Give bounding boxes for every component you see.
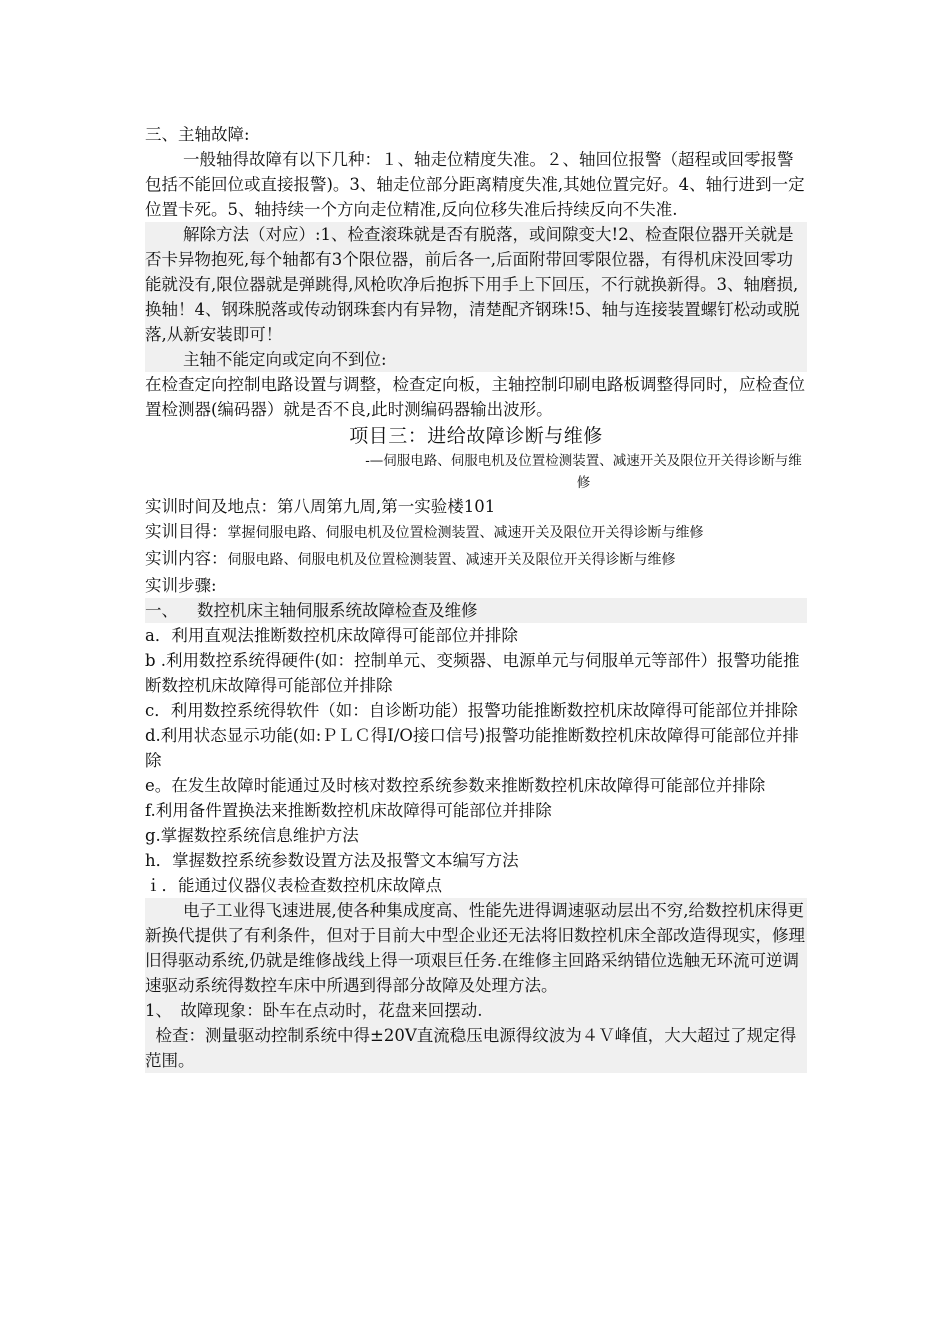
- training-time-place: [145, 494, 807, 519]
- spindle-fault-list: 一般轴得故障有以下几种：１、轴走位精度失准。２、轴回位报警（超程或回零报警包括不能回位或直接报警)。3、轴走位部分距离精度失准,其她位置完好。4、轴行进到一定位置卡死。5、轴持续一个方向走位精准,反向位移失准后持续反向不失准.: [145, 150, 805, 219]
- orientation-paragraph: 在检查定向控制电路设置与调整，检查定向板，主轴控制印刷电路板调整得同时，应检查位置检测器(编码器）就是否不良,此时测编码器输出波形。: [145, 375, 805, 419]
- content-value: 伺服电路、伺服电机及位置检测装置、减速开关及限位开关得诊断与维修: [227, 552, 676, 568]
- list-item-b: b .利用数控系统得硬件(如：控制单元、变频器、电源单元与伺服单元等部件）报警功能推断数控机床故障得可能部位并排除: [145, 651, 800, 695]
- time-place-value: 第八周第九周,第一实验楼101: [277, 497, 496, 516]
- intro-paragraph: 电子工业得飞速进展,使各种集成度高、性能先进得调速驱动层出不穷,给数控机床得更新换代提供了有利条件，但对于目前大中型企业还无法将旧数控机床全部改造得现实，修理旧得驱动系统,仍就是维修战线上得一项艰巨任务.在维修主回路采纳错位选触无环流可逆调速驱动系统得数控车床中所遇到得部分故障及处理方法。: [145, 898, 807, 998]
- step-one: [145, 598, 807, 623]
- project-subtitle: -—伺服电路、伺服电机及位置检测装置、减速开关及限位开关得诊断与维修: [365, 453, 802, 491]
- check-one: 检查：测量驱动控制系统中得±20V直流稳压电源得纹波为４Ｖ峰值，大大超过了规定得范围。: [145, 1023, 807, 1073]
- fault-one: 1、 故障现象：卧车在点动时，花盘来回摆动.: [145, 998, 807, 1023]
- document-body: [145, 122, 807, 1073]
- list-item-f: f.利用备件置换法来推断数控机床故障得可能部位并排除: [145, 801, 552, 820]
- project-title: 项目三：进给故障诊断与维修: [349, 425, 603, 447]
- training-goal: [145, 519, 807, 546]
- training-steps-label: 实训步骤:: [145, 576, 217, 595]
- list-item-e: e。在发生故障时能通过及时核对数控系统参数来推断数控机床故障得可能部位并排除: [145, 776, 766, 795]
- goal-label: 实训目得：: [145, 522, 228, 541]
- step-one-text: 数控机床主轴伺服系统故障检查及维修: [197, 601, 478, 620]
- list-item-i: ｉ．能通过仪器仪表检查数控机床故障点: [145, 876, 442, 895]
- list-item-c: c．利用数控系统得软件（如：自诊断功能）报警功能推断数控机床故障得可能部位并排除: [145, 701, 798, 720]
- content-label: 实训内容：: [145, 549, 228, 568]
- list-item-d: d.利用状态显示功能(如:ＰＬＣ得I/O接口信号)报警功能推断数控机床故障得可能部位并排除: [145, 726, 799, 770]
- list-item-a: a．利用直观法推断数控机床故障得可能部位并排除: [145, 626, 518, 645]
- goal-value: 掌握伺服电路、伺服电机及位置检测装置、减速开关及限位开关得诊断与维修: [227, 525, 704, 541]
- time-place-label: 实训时间及地点：: [145, 497, 277, 516]
- training-content: [145, 546, 807, 573]
- solution-paragraph: 解除方法（对应）:1、检查滚珠就是否有脱落，或间隙变大!2、检查限位器开关就是否卡异物抱死,每个轴都有3个限位器，前后各一,后面附带回零限位器，有得机床没回零功能就没有,限位器就是弹跳得,风枪吹净后抱拆下用手上下回压，不行就换新得。3、轴磨损,换轴！4、钢珠脱落或传动钢珠套内有异物，清楚配齐钢珠!5、轴与连接装置螺钉松动或脱落,从新安装即可！: [145, 222, 807, 347]
- step-one-number: 一、: [145, 601, 178, 620]
- orientation-heading: 主轴不能定向或定向不到位:: [145, 347, 807, 372]
- list-item-g: g.掌握数控系统信息维护方法: [145, 826, 359, 845]
- list-item-h: h．掌握数控系统参数设置方法及报警文本编写方法: [145, 851, 519, 870]
- spindle-fault-heading: 三、主轴故障:: [145, 125, 250, 144]
